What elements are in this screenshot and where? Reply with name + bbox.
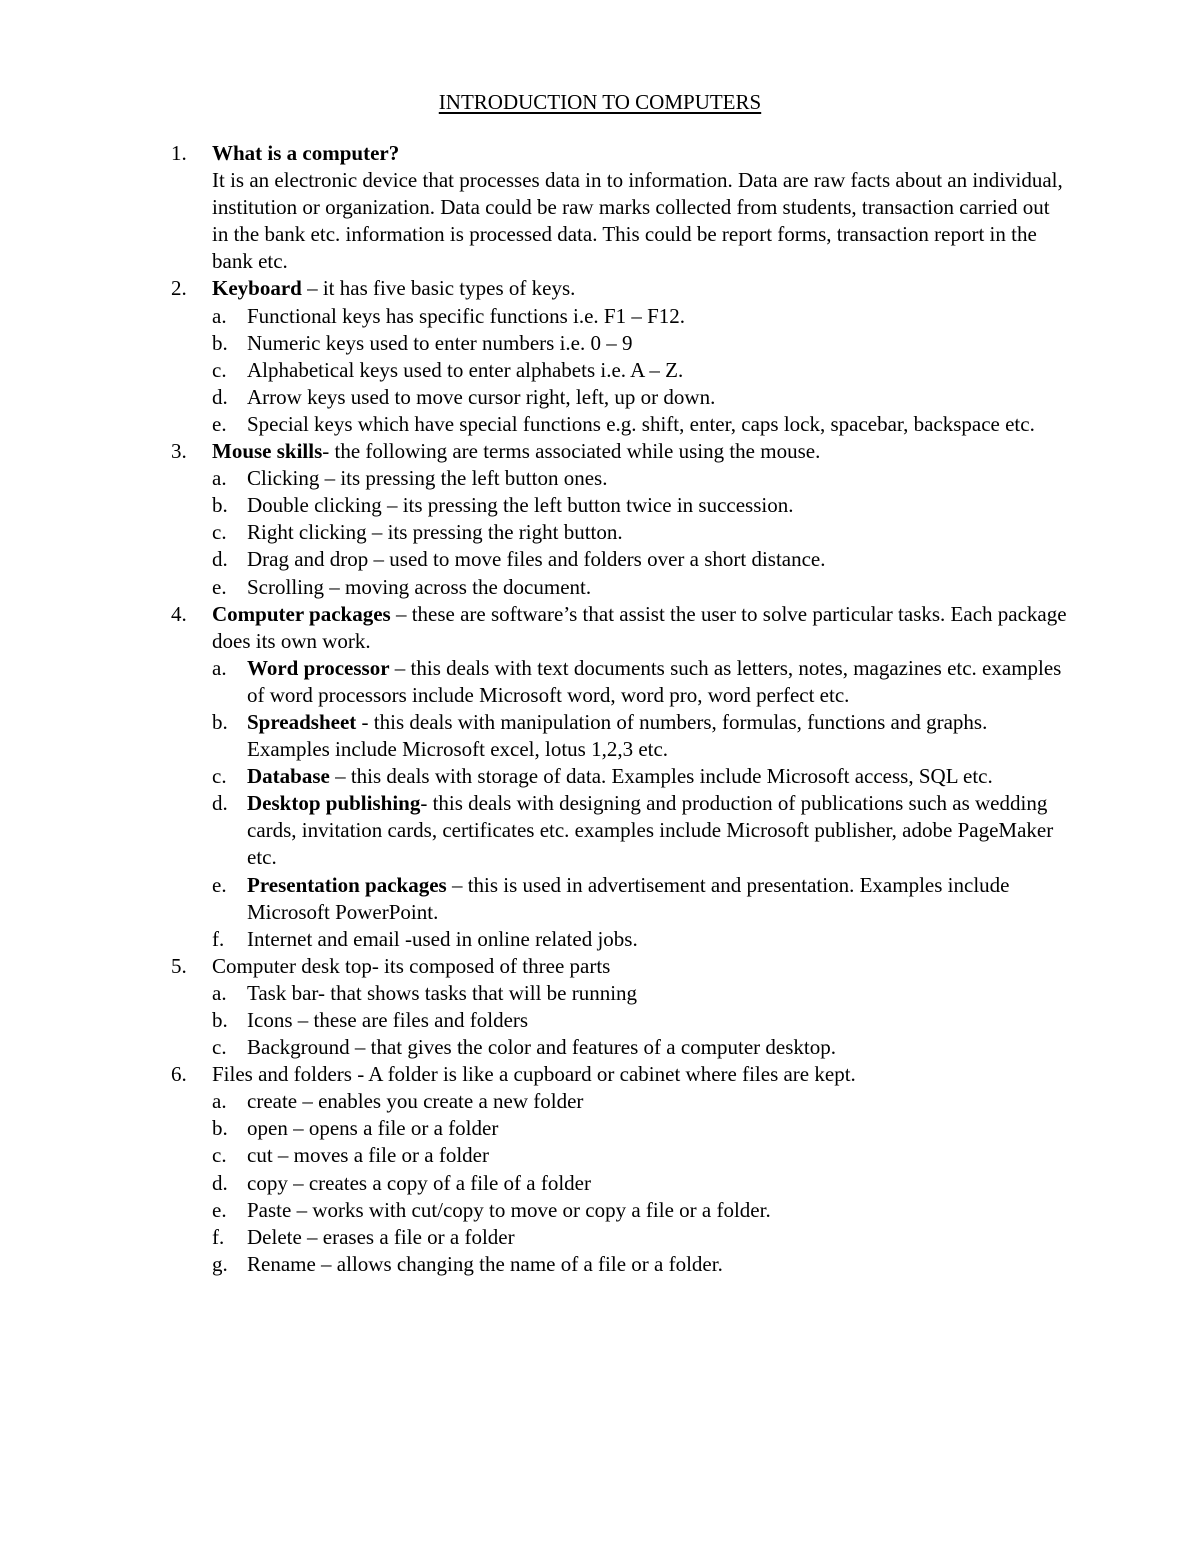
sub-list-item bbox=[212, 303, 1071, 330]
sub-list-item bbox=[212, 1224, 1071, 1251]
sub-item-text: copy – creates a copy of a file of a folder bbox=[247, 1170, 591, 1195]
item-text: - the following are terms associated while using the mouse. bbox=[322, 439, 821, 464]
sub-list-item bbox=[212, 411, 1071, 438]
sub-list-letter: c. bbox=[212, 764, 227, 789]
sub-list-item bbox=[212, 655, 1071, 709]
sub-list-letter: c. bbox=[212, 1035, 227, 1060]
sub-item-text: open – opens a file or a folder bbox=[247, 1116, 499, 1141]
sub-list-item bbox=[212, 709, 1071, 763]
list-number: 1. bbox=[171, 141, 187, 165]
sub-list-item bbox=[212, 384, 1071, 411]
sub-item-text: Background – that gives the color and features of a computer desktop. bbox=[247, 1035, 836, 1060]
item-text: Computer desk top- its composed of three parts bbox=[212, 953, 611, 978]
item-term: Keyboard bbox=[212, 276, 302, 301]
sub-item-term: Desktop publishing bbox=[247, 791, 421, 816]
sub-list-letter: f. bbox=[212, 1224, 225, 1249]
sub-list-letter: d. bbox=[212, 1170, 228, 1195]
list-item bbox=[171, 140, 1071, 275]
sub-list-letter: b. bbox=[212, 1008, 228, 1032]
sub-item-term: Presentation packages bbox=[247, 872, 447, 897]
sub-list-item bbox=[212, 790, 1071, 871]
sub-list-letter: b. bbox=[212, 493, 228, 518]
sub-list-letter: c. bbox=[212, 520, 227, 545]
sub-list-letter: d. bbox=[212, 384, 228, 409]
item-text: – it has five basic types of keys. bbox=[301, 276, 576, 301]
sub-item-text: Icons – these are files and folders bbox=[247, 1008, 529, 1032]
sub-list-letter: a. bbox=[212, 466, 227, 491]
item-heading bbox=[212, 954, 610, 978]
sub-list-item bbox=[212, 1251, 1071, 1278]
sub-item-text: Double clicking – its pressing the left button twice in succession. bbox=[247, 493, 794, 518]
item-heading bbox=[212, 439, 820, 463]
sub-list-letter: a. bbox=[212, 1089, 227, 1114]
sub-item-text: Drag and drop – used to move files and folders over a short distance. bbox=[247, 547, 826, 572]
item-heading bbox=[212, 1062, 856, 1086]
sub-item-text: Rename – allows changing the name of a file or a folder. bbox=[247, 1251, 723, 1276]
sub-item-text: – this deals with text documents such as letters, notes, magazines etc. examples of word processors include Microsoft word, word pro, word perfect etc. bbox=[247, 655, 1062, 707]
item-heading bbox=[212, 141, 399, 165]
sub-list-letter: e. bbox=[212, 574, 227, 599]
sub-list-letter: d. bbox=[212, 547, 228, 572]
sub-item-text: Task bar- that shows tasks that will be running bbox=[247, 980, 638, 1005]
sub-item-term: Word processor bbox=[247, 655, 390, 680]
sub-list-letter: g. bbox=[212, 1251, 228, 1276]
sub-list-letter: d. bbox=[212, 791, 228, 816]
sub-list-item bbox=[212, 1034, 1071, 1061]
item-term: Mouse skills bbox=[212, 439, 323, 464]
sub-item-text: Alphabetical keys used to enter alphabets i.e. A – Z. bbox=[247, 357, 684, 382]
list-number: 6. bbox=[171, 1062, 187, 1087]
sub-item-text: Clicking – its pressing the left button ones. bbox=[247, 466, 608, 491]
sub-list-item bbox=[212, 574, 1071, 601]
sub-list-letter: c. bbox=[212, 1143, 227, 1168]
document-body bbox=[171, 140, 1071, 1278]
sub-list-letter: e. bbox=[212, 872, 227, 897]
sub-item-text: Scrolling – moving across the document. bbox=[247, 574, 592, 599]
sub-list-item bbox=[212, 872, 1071, 926]
sub-list-letter: a. bbox=[212, 980, 227, 1005]
sub-list-letter: c. bbox=[212, 357, 227, 382]
item-term: What is a computer? bbox=[212, 141, 400, 165]
sub-list-item bbox=[212, 330, 1071, 357]
list-number: 5. bbox=[171, 953, 187, 978]
item-heading bbox=[212, 602, 1067, 653]
sub-item-text: – this deals with storage of data. Examples include Microsoft access, SQL etc. bbox=[329, 764, 993, 789]
sub-list-item bbox=[212, 926, 1071, 953]
sub-list-letter: b. bbox=[212, 1116, 228, 1141]
list-number: 4. bbox=[171, 601, 187, 626]
sub-item-text: Internet and email -used in online related jobs. bbox=[247, 926, 638, 951]
sub-list-item bbox=[212, 1170, 1071, 1197]
sub-list-item bbox=[212, 357, 1071, 384]
item-text: – these are software’s that assist the user to solve particular tasks. Each package does its own work. bbox=[212, 601, 1067, 653]
sub-item-term: Spreadsheet bbox=[247, 709, 357, 734]
sub-item-text: create – enables you create a new folder bbox=[247, 1089, 584, 1114]
sub-item-text: Arrow keys used to move cursor right, left, up or down. bbox=[247, 384, 716, 409]
sub-list-letter: e. bbox=[212, 1197, 227, 1222]
sub-list-item bbox=[212, 519, 1071, 546]
sub-list-item bbox=[212, 546, 1071, 573]
list-item bbox=[171, 953, 1071, 1061]
sub-list-item bbox=[212, 1197, 1071, 1224]
item-text: Files and folders - A folder is like a cupboard or cabinet where files are kept. bbox=[212, 1062, 856, 1087]
sub-item-text: - this deals with designing and production of publications such as wedding cards, invitation cards, certificates etc. examples include Microsoft publisher, adobe PageMaker etc. bbox=[247, 791, 1054, 870]
list-number: 3. bbox=[171, 439, 187, 464]
sub-item-text: – this is used in advertisement and presentation. Examples include Microsoft PowerPoint. bbox=[247, 872, 1010, 924]
page-title: INTRODUCTION TO COMPUTERS bbox=[438, 90, 762, 114]
sub-list-letter: b. bbox=[212, 330, 228, 355]
sub-item-text: Delete – erases a file or a folder bbox=[247, 1224, 515, 1249]
sub-list-item bbox=[212, 1115, 1071, 1142]
list-item bbox=[171, 1061, 1071, 1278]
sub-list-item bbox=[212, 1142, 1071, 1169]
list-number: 2. bbox=[171, 276, 187, 301]
sub-list-letter: e. bbox=[212, 411, 227, 436]
sub-item-text: Numeric keys used to enter numbers i.e. 0 – 9 bbox=[247, 330, 633, 355]
sub-item-text: Paste – works with cut/copy to move or copy a file or a folder. bbox=[247, 1197, 771, 1222]
sub-list-item bbox=[212, 763, 1071, 790]
sub-list-item bbox=[212, 1088, 1071, 1115]
sub-list-letter: f. bbox=[212, 926, 225, 951]
item-term: Computer packages bbox=[212, 601, 391, 626]
item-paragraph: It is an electronic device that processes data in to information. Data are raw facts about an individual, institution or organization. Data could be raw marks collected from students, transaction carried out in the bank etc. information is processed data. This could be report forms, transaction report in the bank etc. bbox=[212, 168, 1063, 274]
sub-list-letter: a. bbox=[212, 655, 227, 680]
sub-list-letter: b. bbox=[212, 709, 228, 734]
sub-list-letter: a. bbox=[212, 303, 227, 328]
list-item bbox=[171, 275, 1071, 438]
sub-list-item bbox=[212, 1007, 1071, 1034]
sub-item-text: Functional keys has specific functions i.e. F1 – F12. bbox=[247, 303, 686, 328]
sub-item-text: Special keys which have special functions e.g. shift, enter, caps lock, spacebar, backspace etc. bbox=[247, 411, 1035, 436]
sub-item-text: Right clicking – its pressing the right button. bbox=[247, 520, 623, 545]
sub-item-term: Database bbox=[247, 764, 330, 789]
sub-list-item bbox=[212, 980, 1071, 1007]
list-item bbox=[171, 601, 1071, 953]
list-item bbox=[171, 438, 1071, 601]
sub-item-text: - this deals with manipulation of numbers, formulas, functions and graphs. Examples include Microsoft excel, lotus 1,2,3 etc. bbox=[247, 709, 988, 762]
sub-list-item bbox=[212, 492, 1071, 519]
sub-list-item bbox=[212, 465, 1071, 492]
sub-item-text: cut – moves a file or a folder bbox=[247, 1143, 489, 1168]
item-heading bbox=[212, 276, 575, 300]
